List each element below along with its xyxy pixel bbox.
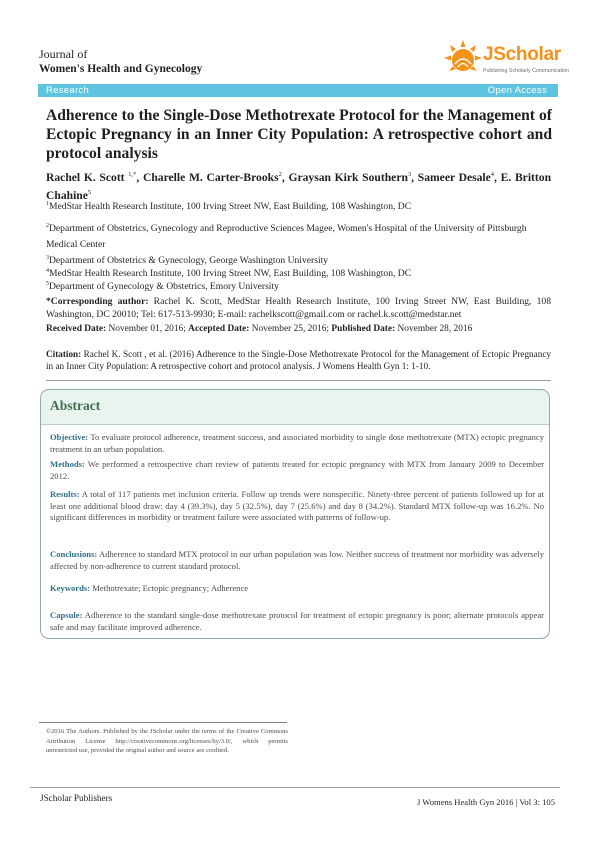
author-affiliation-mark: 5 (87, 189, 92, 196)
journal-name-line2: Women's Health and Gynecology (39, 63, 203, 75)
affiliation-mark: 4 (46, 268, 49, 274)
author-affiliation-mark: 4 (490, 171, 495, 178)
published-date: November 28, 2016 (395, 324, 473, 334)
capsule-label: Capsule: (50, 610, 83, 620)
accepted-date: November 25, 2016; (249, 324, 332, 334)
affiliation (46, 198, 551, 213)
citation-label: Citation: (46, 349, 82, 359)
keywords-label: Keywords: (50, 583, 91, 593)
publisher-name: JScholar Publishers (40, 793, 113, 803)
author-affiliation-mark: 2 (278, 171, 282, 178)
results-label: Results: (50, 489, 80, 499)
affiliation-text: Department of Gynecology & Obstetrics, Emory University (49, 281, 279, 292)
affiliation-text: Department of Obstetrics & Gynecology, George Washington University (49, 255, 329, 266)
affiliation-mark: 1 (46, 201, 49, 207)
objective-label: Objective: (50, 432, 89, 442)
received-date: November 01, 2016; (106, 324, 189, 334)
author-name: Graysan Kirk Southern (288, 171, 408, 184)
abstract-keywords (50, 583, 544, 595)
abstract-conclusions (50, 549, 544, 572)
article-type-label: Research (46, 85, 90, 96)
abstract-capsule (50, 610, 544, 633)
abstract-results (50, 489, 544, 524)
methods-text: We performed a retrospective chart review of patients treated for ectopic pregnancy with MTX from January 2009 to December 2012. (50, 459, 544, 481)
citation (46, 348, 551, 372)
author-list: Rachel K. Scott $^{1,*}$, Charelle M. Carter-Brooks$^2$, Graysan Kirk Southern$^3$, Sameer Desale$^4$, E. Britton Chahine$^5$ (46, 171, 552, 202)
copyright-notice: ©2016 The Authors. Published by the JScholar under the terms of the Creative Commons Attribution License http://creativecommons.org/licenses/by/3.0/, which permits unrestricted use, provided the original author and source are credited. (46, 728, 288, 754)
affiliation (46, 218, 551, 253)
abstract-methods (50, 459, 544, 482)
citation-text: Rachel K. Scott , et al. (2016) Adherence to the Single-Dose Methotrexate Protocol for the Management of Ectopic Pregnancy in an Inner City Population: A retrospective cohort and protocol analysis. J Womens Health Gyn 1: 1-10. (46, 349, 551, 371)
affiliation-text: Department of Obstetrics, Gynecology and Reproductive Sciences Magee, Women's Hospital of the University of Pittsburgh Medical Center (46, 223, 527, 250)
logo-wordmark: JScholar (483, 44, 561, 65)
author-name: E. Britton Chahine (46, 171, 552, 202)
author-affiliation-mark: 1,* (128, 171, 137, 178)
article-dates (46, 323, 551, 336)
published-date-label: Published Date: (331, 324, 396, 334)
corresponding-author-text: Rachel K. Scott, MedStar Health Research Institute, 100 Irving Street NW, East Building, 108 Washington, DC 20010; Tel: 617-513-9930; E-mail: rachelkscott@gmail.com or rachel.k.scott@medstar.net (46, 296, 551, 320)
corresponding-author-label: *Corresponding author: (46, 296, 149, 307)
affiliation-mark: 3 (46, 255, 49, 261)
results-text: A total of 117 patients met inclusion criteria. Follow up trends were nonspecific. Ninety-three percent of patients followed up for at least one additional blood draw: day 4 (39.3%), day 5 (32.5%), day 7 (25.6%) and day 8 (34.2%). Standard MTX follow-up was 16.2%. No significant differences in morbidity or treatment failure were associated with patterns of follow-up. (50, 489, 544, 522)
corresponding-author (46, 295, 551, 321)
affiliation-text: MedStar Health Research Institute, 100 Irving Street NW, East Building, 108 Washington, DC (49, 201, 412, 212)
author-name: Charelle M. Carter-Brooks (142, 171, 279, 184)
affiliation (46, 278, 551, 293)
abstract-header (41, 390, 549, 424)
journal-name-line1: Journal of (39, 47, 88, 61)
conclusions-label: Conclusions: (50, 549, 98, 559)
open-access-label: Open Access (487, 85, 547, 96)
logo-tagline: Publishing Scholarly Communication (483, 68, 569, 74)
article-title: Adherence to the Single-Dose Methotrexate Protocol for the Management of Ectopic Pregnancy in an Inner City Population: A retrospective cohort and protocol analysis (46, 107, 552, 162)
accepted-date-label: Accepted Date: (188, 324, 250, 334)
footer-divider (30, 787, 560, 788)
keywords-text: Methotrexate; Ectopic pregnancy; Adherence (90, 583, 249, 593)
author-name: Rachel K. Scott (46, 171, 125, 184)
divider (41, 424, 549, 425)
divider (46, 380, 551, 381)
capsule-text: Adherence to the standard single-dose methotrexate protocol for treatment of ectopic pregnancy is poor; alternate protocols appear safe and may facilitate improved adherence. (50, 610, 544, 632)
author-name: Sameer Desale (417, 171, 491, 184)
sunburst-icon (441, 37, 487, 79)
article-type-banner (38, 84, 558, 97)
divider (39, 722, 287, 723)
affiliation-text: MedStar Health Research Institute, 100 Irving Street NW, East Building, 108 Washington, DC (49, 268, 412, 279)
author-affiliation-mark: 3 (407, 171, 412, 178)
affiliation-mark: 2 (46, 223, 49, 229)
abstract-heading: Abstract (50, 398, 101, 413)
affiliation-mark: 5 (46, 281, 49, 287)
abstract-objective (50, 432, 544, 455)
objective-text: To evaluate protocol adherence, treatment success, and associated morbidity to single dose methotrexate (MTX) ectopic pregnancy treatment in an urban population. (50, 432, 544, 454)
received-date-label: Received Date: (46, 324, 107, 334)
conclusions-text: Adherence to standard MTX protocol in our urban population was low. Neither success of treatment nor morbidity was adversely affected by non-adherence to current standard protocol. (50, 549, 544, 571)
journal-volume: J Womens Health Gyn 2016 | Vol 3: 105 (416, 797, 555, 807)
methods-label: Methods: (50, 459, 85, 469)
